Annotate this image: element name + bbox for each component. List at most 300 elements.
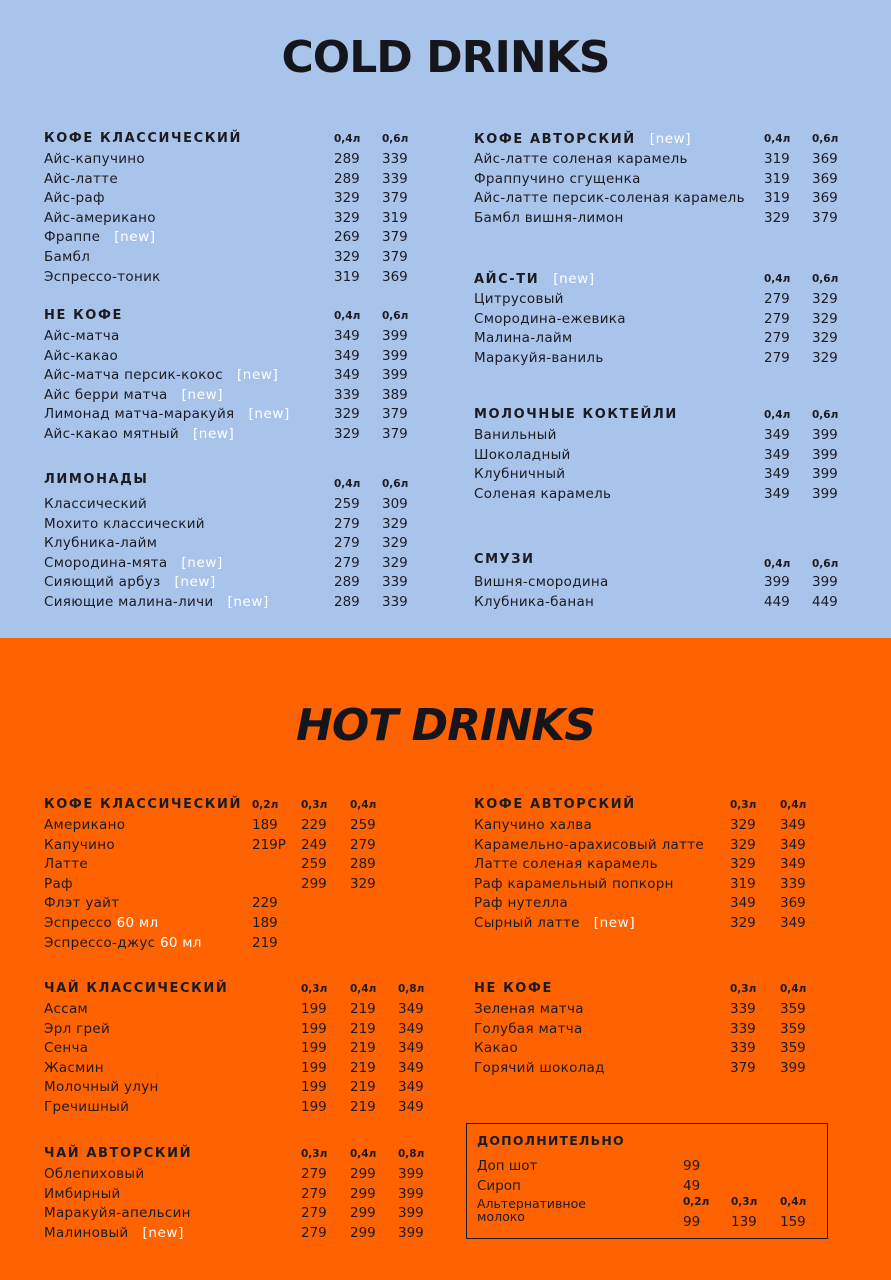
menu-item-name-text: Смородина-мята bbox=[44, 554, 168, 571]
menu-item-price: 279 bbox=[764, 330, 790, 347]
menu-item-name bbox=[44, 1099, 129, 1115]
menu-item-name-text: Классический bbox=[44, 496, 148, 512]
menu-item-price: 329 bbox=[334, 406, 360, 423]
menu-item-name-text: Раф bbox=[44, 875, 73, 892]
section-title bbox=[474, 271, 595, 287]
menu-item-price: 189 bbox=[252, 817, 278, 833]
menu-item-row bbox=[474, 291, 852, 311]
section-title-text: АЙС-ТИ bbox=[474, 272, 540, 287]
menu-item-row bbox=[44, 496, 422, 516]
menu-item-price: 349 bbox=[398, 1098, 424, 1115]
section-title bbox=[44, 308, 123, 323]
alt-milk-line1: Альтернативное bbox=[477, 1196, 586, 1211]
section-title-text: СМУЗИ bbox=[474, 552, 535, 567]
menu-item-name bbox=[44, 367, 278, 383]
menu-item-price: 359 bbox=[780, 1001, 806, 1017]
menu-item-price: 279 bbox=[301, 1166, 327, 1182]
size-label: 0,4л bbox=[350, 1148, 377, 1160]
menu-item-name-text: Горячий шоколад bbox=[474, 1059, 605, 1076]
menu-item-price: 229 bbox=[252, 895, 278, 912]
extra-shot-price: 99 bbox=[683, 1158, 701, 1174]
menu-item-name bbox=[474, 330, 572, 346]
size-label: 0,6л bbox=[382, 310, 409, 322]
menu-item-row bbox=[44, 915, 390, 935]
menu-item-name bbox=[44, 535, 157, 551]
menu-item-name-text: Маракуйя-апельсин bbox=[44, 1205, 191, 1222]
menu-item-price: 349 bbox=[398, 1079, 424, 1096]
menu-item-price: 399 bbox=[780, 1059, 806, 1076]
hot-drinks-panel bbox=[0, 638, 891, 1280]
menu-item-name-text: Гречишный bbox=[44, 1098, 130, 1115]
menu-item-row bbox=[44, 837, 390, 857]
menu-item-row bbox=[474, 210, 852, 230]
extra-syrup-price: 49 bbox=[683, 1178, 701, 1194]
menu-item-price: 199 bbox=[301, 1098, 327, 1115]
menu-item-row bbox=[474, 594, 852, 614]
menu-item-name-text: Флэт уайт bbox=[44, 895, 120, 912]
menu-item-price: 339 bbox=[382, 574, 408, 591]
menu-item-price: 339 bbox=[730, 1001, 756, 1017]
hot-drinks-title: HOT DRINKS bbox=[296, 700, 595, 751]
menu-item-price: 399 bbox=[398, 1205, 424, 1222]
size-label: 0,4л bbox=[764, 409, 791, 421]
menu-item-price: 279 bbox=[301, 1205, 327, 1222]
menu-item-name-text: Какао bbox=[474, 1040, 519, 1057]
menu-item-price: 359 bbox=[780, 1040, 806, 1057]
menu-item-name-text: Айс-раф bbox=[44, 190, 105, 207]
size-label: 0,4л bbox=[334, 133, 361, 145]
menu-item-row bbox=[44, 190, 422, 210]
menu-item-row bbox=[44, 817, 390, 837]
menu-item-price: 349 bbox=[780, 817, 806, 833]
menu-item-price: 349 bbox=[764, 446, 790, 463]
section-header bbox=[44, 308, 422, 328]
menu-item-name bbox=[474, 350, 604, 366]
extras-box bbox=[466, 1123, 828, 1239]
menu-item-name bbox=[44, 229, 156, 245]
section-header bbox=[474, 981, 820, 1001]
menu-item-price: 329 bbox=[382, 535, 408, 552]
menu-item-name-text: Ванильный bbox=[474, 427, 557, 443]
menu-item-name bbox=[44, 1186, 121, 1202]
section-title-text: МОЛОЧНЫЕ КОКТЕЙЛИ bbox=[474, 407, 678, 422]
section-title bbox=[474, 797, 636, 812]
menu-item-row bbox=[44, 1040, 438, 1060]
menu-item-price: 329 bbox=[812, 291, 838, 307]
alt-milk-price-3: 159 bbox=[780, 1214, 806, 1230]
section-title bbox=[474, 131, 691, 147]
menu-item-name-text: Айс-американо bbox=[44, 209, 156, 226]
menu-section-cold-coffee-classic bbox=[44, 131, 422, 288]
menu-section-hot-tea-author bbox=[44, 1146, 438, 1244]
menu-item-price: 259 bbox=[350, 817, 376, 833]
menu-item-price: 349 bbox=[334, 347, 360, 364]
menu-item-price: 189 bbox=[252, 914, 278, 931]
menu-item-price: 399 bbox=[382, 367, 408, 384]
size-label: 0,4л bbox=[780, 799, 807, 811]
alt-milk-line2: молоко bbox=[477, 1209, 525, 1224]
new-badge: [new] bbox=[174, 574, 216, 591]
menu-item-price: 399 bbox=[382, 328, 408, 344]
menu-item-name bbox=[44, 817, 125, 833]
new-badge: [new] bbox=[192, 425, 235, 442]
menu-item-row bbox=[44, 1060, 438, 1080]
menu-item-price: 339 bbox=[334, 386, 360, 403]
menu-item-row bbox=[44, 1205, 438, 1225]
menu-item-row bbox=[474, 1001, 820, 1021]
menu-item-row bbox=[44, 171, 422, 191]
menu-item-price: 399 bbox=[398, 1224, 424, 1241]
cold-drinks-panel bbox=[0, 0, 891, 638]
section-title bbox=[44, 131, 242, 146]
size-label: 0,4л bbox=[780, 983, 807, 995]
menu-item-name-text: Айс-латте соленая карамель bbox=[474, 151, 688, 167]
section-title bbox=[474, 981, 553, 996]
menu-item-name bbox=[474, 574, 609, 590]
extra-alt-milk-name bbox=[477, 1197, 586, 1223]
menu-item-price: 309 bbox=[382, 496, 408, 512]
menu-item-row bbox=[44, 1079, 438, 1099]
menu-item-name bbox=[44, 190, 105, 206]
menu-item-name-text: Клубника-банан bbox=[474, 593, 595, 610]
menu-item-name bbox=[474, 190, 745, 206]
size-label: 0,3л bbox=[301, 799, 328, 811]
menu-item-name-text: Американо bbox=[44, 817, 126, 833]
menu-item-price: 199 bbox=[301, 1040, 327, 1057]
size-label: 0,6л bbox=[812, 558, 839, 570]
section-title-text: КОФЕ АВТОРСКИЙ bbox=[474, 132, 636, 147]
extras-title: ДОПОЛНИТЕЛЬНО bbox=[477, 1133, 625, 1148]
menu-item-name-text: Сияющие малина-личи bbox=[44, 593, 214, 610]
menu-item-price: 289 bbox=[334, 593, 360, 610]
alt-milk-price-1: 99 bbox=[683, 1214, 701, 1230]
menu-item-row bbox=[474, 311, 852, 331]
menu-item-price: 449 bbox=[764, 593, 790, 610]
menu-item-name bbox=[44, 387, 223, 403]
menu-item-name-text: Латте bbox=[44, 856, 88, 873]
menu-item-price: 349 bbox=[780, 914, 806, 931]
menu-item-name bbox=[474, 1001, 584, 1017]
menu-item-row bbox=[44, 387, 422, 407]
menu-item-name-text: Маракуйя-ваниль bbox=[474, 349, 604, 366]
menu-item-price: 259 bbox=[301, 856, 327, 873]
menu-item-name bbox=[44, 915, 158, 931]
menu-item-name bbox=[44, 1205, 191, 1221]
menu-item-price: 369 bbox=[812, 151, 838, 167]
menu-item-row bbox=[44, 249, 422, 269]
menu-item-name bbox=[44, 328, 120, 344]
menu-item-name bbox=[474, 210, 624, 226]
menu-item-name-text: Имбирный bbox=[44, 1185, 121, 1202]
menu-item-row bbox=[474, 837, 820, 857]
menu-item-row bbox=[44, 555, 422, 575]
menu-item-price: 199 bbox=[301, 1020, 327, 1037]
menu-item-price: 369 bbox=[812, 190, 838, 207]
menu-item-row bbox=[44, 151, 422, 171]
menu-item-name-text: Соленая карамель bbox=[474, 485, 612, 502]
menu-item-name-text: Голубая матча bbox=[474, 1020, 583, 1037]
menu-item-note: 60 мл bbox=[159, 934, 202, 951]
menu-item-name bbox=[474, 876, 674, 892]
menu-item-price: 299 bbox=[350, 1166, 376, 1182]
menu-item-price: 379 bbox=[382, 229, 408, 246]
menu-item-price: 329 bbox=[730, 817, 756, 833]
section-title bbox=[474, 407, 678, 422]
menu-section-hot-coffee-author bbox=[474, 797, 820, 935]
menu-item-price: 379 bbox=[382, 248, 408, 265]
menu-item-name-text: Карамельно-арахисовый латте bbox=[474, 836, 705, 853]
alt-milk-price-2: 139 bbox=[731, 1214, 757, 1230]
section-title-text: НЕ КОФЕ bbox=[474, 981, 553, 996]
new-badge: [new] bbox=[649, 131, 692, 147]
menu-item-name bbox=[44, 574, 216, 590]
menu-item-name-text: Смородина-ежевика bbox=[474, 310, 626, 327]
menu-section-cold-lemonades bbox=[44, 472, 422, 614]
menu-item-price: 289 bbox=[350, 856, 376, 873]
menu-item-name-text: Латте соленая карамель bbox=[474, 856, 658, 873]
menu-item-name bbox=[44, 876, 73, 892]
menu-item-price: 219 bbox=[252, 934, 278, 951]
section-title bbox=[44, 1146, 192, 1161]
menu-item-price: 399 bbox=[812, 427, 838, 443]
menu-item-name bbox=[474, 447, 571, 463]
menu-item-note: 60 мл bbox=[116, 914, 159, 931]
menu-item-price: 329 bbox=[334, 248, 360, 265]
new-badge: [new] bbox=[142, 1224, 184, 1241]
menu-item-price: 349 bbox=[730, 895, 756, 912]
menu-item-price: 279 bbox=[764, 349, 790, 366]
menu-item-name bbox=[474, 594, 594, 610]
menu-item-price: 329 bbox=[812, 330, 838, 347]
menu-item-price: 279 bbox=[350, 836, 376, 853]
menu-item-price: 279 bbox=[301, 1224, 327, 1241]
menu-item-name-text: Айс-матча персик-кокос bbox=[44, 367, 223, 384]
size-label: 0,6л bbox=[382, 133, 409, 145]
menu-item-row bbox=[44, 516, 422, 536]
extra-shot-name: Доп шот bbox=[477, 1158, 538, 1174]
cold-drinks-title: COLD DRINKS bbox=[281, 32, 610, 83]
menu-item-name-text: Облепиховый bbox=[44, 1166, 145, 1182]
menu-item-name-text: Капучино bbox=[44, 836, 115, 853]
size-label: 0,3л bbox=[730, 799, 757, 811]
new-badge: [new] bbox=[236, 367, 279, 384]
menu-item-name-text: Эрл грей bbox=[44, 1020, 111, 1037]
menu-item-row bbox=[44, 1001, 438, 1021]
menu-item-row bbox=[44, 348, 422, 368]
menu-item-name bbox=[44, 1060, 104, 1076]
menu-item-row bbox=[474, 817, 820, 837]
menu-item-row bbox=[474, 190, 852, 210]
menu-item-row bbox=[44, 535, 422, 555]
menu-item-name bbox=[474, 1021, 583, 1037]
menu-section-hot-coffee-classic bbox=[44, 797, 390, 954]
menu-item-name bbox=[474, 1040, 518, 1056]
menu-item-price: 319 bbox=[730, 875, 756, 892]
menu-item-name-text: Айс-какао bbox=[44, 347, 119, 364]
menu-item-row bbox=[44, 210, 422, 230]
size-label: 0,4л bbox=[764, 558, 791, 570]
menu-item-row bbox=[474, 350, 852, 370]
menu-item-name bbox=[474, 151, 688, 167]
menu-item-row bbox=[474, 171, 852, 191]
menu-item-price: 379 bbox=[382, 425, 408, 442]
menu-item-price: 399 bbox=[812, 574, 838, 590]
menu-item-price: 329 bbox=[730, 856, 756, 873]
size-label: 0,4л bbox=[764, 273, 791, 285]
menu-item-price: 199 bbox=[301, 1059, 327, 1076]
menu-item-row bbox=[44, 229, 422, 249]
menu-item-name-text: Мохито классический bbox=[44, 515, 205, 532]
section-header bbox=[44, 981, 438, 1001]
new-badge: [new] bbox=[114, 229, 156, 246]
menu-item-name bbox=[474, 427, 557, 443]
new-badge: [new] bbox=[248, 406, 290, 423]
size-label: 0,4л bbox=[350, 799, 377, 811]
menu-item-row bbox=[44, 1225, 438, 1245]
menu-item-price: 329 bbox=[812, 310, 838, 327]
alt-milk-size-2: 0,3л bbox=[731, 1196, 758, 1208]
size-label: 0,4л bbox=[350, 983, 377, 995]
menu-item-row bbox=[474, 1040, 820, 1060]
section-title-text: НЕ КОФЕ bbox=[44, 308, 123, 323]
menu-item-name-text: Эспрессо bbox=[44, 914, 113, 931]
section-title-text: КОФЕ КЛАССИЧЕСКИЙ bbox=[44, 131, 242, 146]
size-label: 0,8л bbox=[398, 1148, 425, 1160]
menu-item-price: 339 bbox=[780, 875, 806, 892]
alt-milk-size-3: 0,4л bbox=[780, 1196, 807, 1208]
menu-item-name bbox=[474, 1060, 605, 1076]
menu-item-price: 349 bbox=[764, 427, 790, 443]
menu-item-name-text: Бамбл вишня-лимон bbox=[474, 209, 624, 226]
menu-item-name bbox=[44, 426, 234, 442]
menu-item-name-text: Айс-капучино bbox=[44, 151, 145, 167]
menu-item-name-text: Зеленая матча bbox=[474, 1001, 584, 1017]
menu-item-price: 349 bbox=[334, 328, 360, 344]
menu-item-name-text: Эспрессо-джус bbox=[44, 934, 156, 951]
menu-item-price: 299 bbox=[350, 1185, 376, 1202]
section-title-text: КОФЕ КЛАССИЧЕСКИЙ bbox=[44, 797, 242, 812]
section-title-text: ЛИМОНАДЫ bbox=[44, 472, 149, 487]
menu-item-price: 399 bbox=[398, 1166, 424, 1182]
menu-item-name bbox=[44, 516, 205, 532]
menu-item-price: 389 bbox=[382, 386, 408, 403]
menu-item-price: 339 bbox=[730, 1040, 756, 1057]
menu-item-row bbox=[44, 935, 390, 955]
menu-item-name bbox=[44, 856, 88, 872]
section-title bbox=[44, 797, 242, 812]
menu-item-price: 329 bbox=[764, 209, 790, 226]
menu-item-row bbox=[474, 574, 852, 594]
menu-item-row bbox=[44, 1186, 438, 1206]
menu-item-row bbox=[474, 330, 852, 350]
menu-item-price: 349 bbox=[764, 485, 790, 502]
menu-item-name-text: Раф нутелла bbox=[474, 895, 569, 912]
menu-item-price: 279 bbox=[334, 535, 360, 552]
menu-item-row bbox=[44, 876, 390, 896]
menu-item-price: 319 bbox=[764, 151, 790, 167]
menu-item-row bbox=[44, 426, 422, 446]
menu-item-name bbox=[44, 1040, 88, 1056]
new-badge: [new] bbox=[181, 386, 224, 403]
menu-item-price: 289 bbox=[334, 574, 360, 591]
menu-item-name bbox=[44, 406, 290, 422]
menu-item-name bbox=[474, 466, 565, 482]
size-label: 0,4л bbox=[334, 310, 361, 322]
menu-item-row bbox=[474, 486, 852, 506]
menu-item-price: 379 bbox=[382, 406, 408, 423]
size-label: 0,6л bbox=[812, 409, 839, 421]
menu-item-price: 259 bbox=[334, 496, 360, 512]
size-label: 0,2л bbox=[252, 799, 279, 811]
menu-item-price: 349 bbox=[780, 856, 806, 873]
section-header bbox=[474, 271, 852, 291]
menu-item-name bbox=[44, 895, 119, 911]
new-badge: [new] bbox=[593, 914, 636, 931]
menu-item-name bbox=[474, 291, 564, 307]
menu-item-price: 379 bbox=[812, 209, 838, 226]
menu-item-name bbox=[44, 171, 118, 187]
menu-item-row bbox=[44, 269, 422, 289]
menu-item-row bbox=[474, 1060, 820, 1080]
menu-item-name bbox=[44, 935, 202, 951]
menu-section-cold-coffee-author bbox=[474, 131, 852, 229]
menu-item-name-text: Айс-латте персик-соленая карамель bbox=[474, 190, 745, 207]
menu-item-price: 199 bbox=[301, 1001, 327, 1017]
menu-item-price: 349 bbox=[764, 466, 790, 483]
menu-item-row bbox=[474, 856, 820, 876]
menu-item-row bbox=[474, 1021, 820, 1041]
menu-item-price: 319 bbox=[382, 209, 408, 226]
menu-item-price: 299 bbox=[301, 875, 327, 892]
menu-item-price: 329 bbox=[382, 554, 408, 571]
menu-item-price: 349 bbox=[398, 1001, 424, 1017]
menu-item-name-text: Шоколадный bbox=[474, 446, 571, 463]
menu-item-price: 349 bbox=[334, 367, 360, 384]
section-header bbox=[474, 407, 852, 427]
section-header bbox=[474, 552, 852, 574]
menu-item-row bbox=[44, 1166, 438, 1186]
size-label: 0,8л bbox=[398, 983, 425, 995]
size-label: 0,6л bbox=[812, 273, 839, 285]
menu-section-cold-smoothies bbox=[474, 552, 852, 613]
menu-section-cold-ice-tea bbox=[474, 271, 852, 369]
menu-section-hot-tea-classic bbox=[44, 981, 438, 1119]
menu-item-price: 329 bbox=[730, 914, 756, 931]
menu-item-name-text: Эспрессо-тоник bbox=[44, 268, 161, 285]
menu-item-name-text: Сияющий арбуз bbox=[44, 574, 161, 591]
menu-item-price: 399 bbox=[398, 1185, 424, 1202]
menu-item-name-text: Молочный улун bbox=[44, 1079, 159, 1096]
section-title bbox=[44, 981, 228, 996]
menu-item-price: 289 bbox=[334, 151, 360, 167]
new-badge: [new] bbox=[227, 593, 269, 610]
menu-item-name-text: Айс-какао мятный bbox=[44, 425, 179, 442]
menu-item-row bbox=[44, 328, 422, 348]
menu-item-name-text: Раф карамельный попкорн bbox=[474, 875, 674, 892]
menu-item-price: 329 bbox=[350, 875, 376, 892]
menu-section-cold-not-coffee bbox=[44, 308, 422, 446]
menu-item-price: 379 bbox=[382, 190, 408, 207]
menu-item-price: 329 bbox=[382, 515, 408, 532]
menu-item-name-text: Вишня-смородина bbox=[474, 574, 609, 590]
alt-milk-size-1: 0,2л bbox=[683, 1196, 710, 1208]
menu-item-name-text: Капучино халва bbox=[474, 817, 593, 833]
menu-section-hot-not-coffee bbox=[474, 981, 820, 1079]
menu-item-price: 399 bbox=[812, 466, 838, 483]
menu-item-row bbox=[474, 427, 852, 447]
menu-item-row bbox=[44, 856, 390, 876]
menu-item-price: 399 bbox=[812, 485, 838, 502]
